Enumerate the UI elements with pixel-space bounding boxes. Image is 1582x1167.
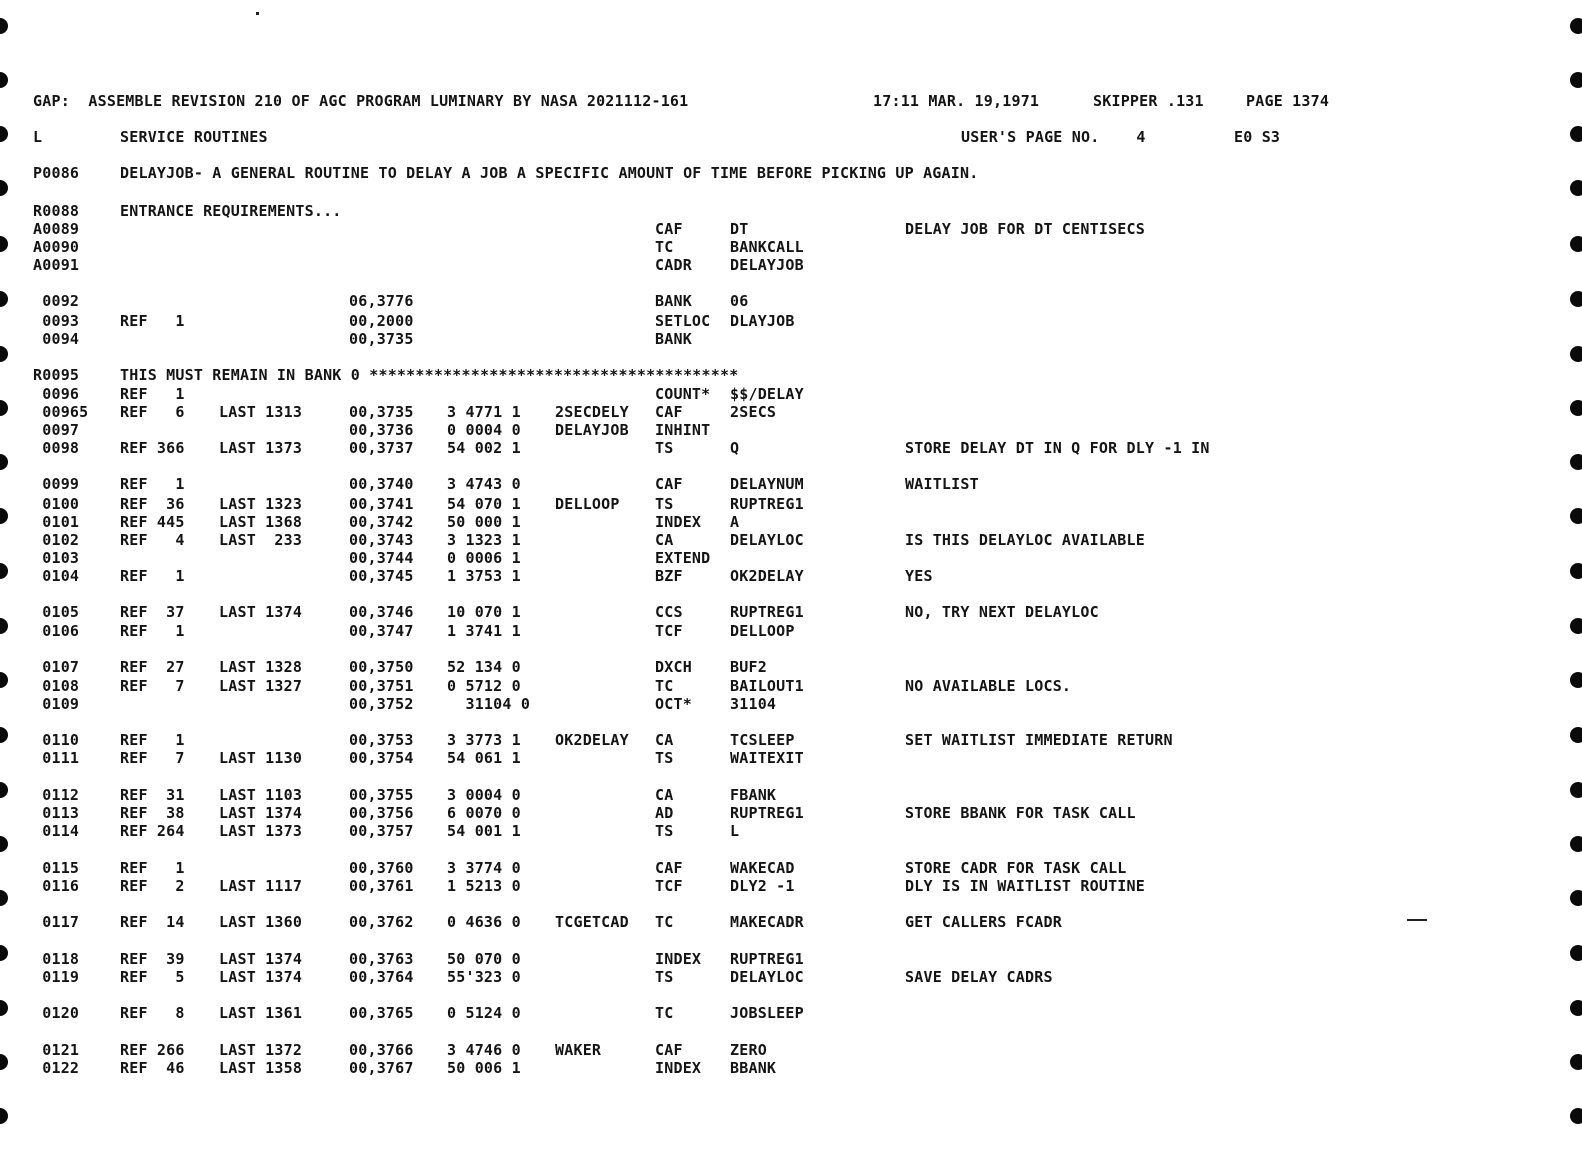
memory-address: 00,3755: [349, 786, 414, 804]
opcode: TCF: [655, 622, 683, 640]
ref-count: REF 1: [120, 567, 185, 585]
tractor-hole: [1570, 618, 1582, 634]
tractor-hole: [0, 618, 8, 634]
memory-address: 00,3746: [349, 603, 414, 621]
opcode: INDEX: [655, 950, 702, 968]
tractor-hole: [0, 563, 8, 579]
last-ref: LAST 1103: [219, 786, 303, 804]
ref-count: REF 37: [120, 603, 185, 621]
comment-field: NO AVAILABLE LOCS.: [905, 677, 1072, 695]
sequence-number: 00965: [33, 403, 89, 421]
tractor-hole: [0, 291, 8, 307]
operand-field: BAILOUT1: [730, 677, 804, 695]
sequence-number: 0098: [33, 439, 80, 457]
sequence-number: 0115: [33, 859, 80, 877]
memory-address: 00,3737: [349, 439, 414, 457]
label-field: 2SECDELY: [555, 403, 629, 421]
ref-count: REF 1: [120, 622, 185, 640]
label-field: TCGETCAD: [555, 913, 629, 931]
operand-field: DLAYJOB: [730, 312, 795, 330]
sequence-number: 0116: [33, 877, 80, 895]
ref-count: REF 266: [120, 1041, 185, 1059]
tractor-hole: [1570, 836, 1582, 852]
octal-word: 54 070 1: [447, 495, 521, 513]
octal-word: 10 070 1: [447, 603, 521, 621]
operand-field: 06: [730, 292, 749, 310]
label-field: OK2DELAY: [555, 731, 629, 749]
octal-word: 0 4636 0: [447, 913, 521, 931]
operand-field: FBANK: [730, 786, 777, 804]
tractor-hole: [1570, 1054, 1582, 1070]
ref-count: REF 8: [120, 1004, 185, 1022]
opcode: TCF: [655, 877, 683, 895]
octal-word: 50 000 1: [447, 513, 521, 531]
comment-field: DLY IS IN WAITLIST ROUTINE: [905, 877, 1145, 895]
operand-field: DLY2 -1: [730, 877, 795, 895]
tractor-hole: [0, 1054, 8, 1070]
last-ref: LAST 1130: [219, 749, 303, 767]
octal-word: 0 5712 0: [447, 677, 521, 695]
ref-count: REF 7: [120, 749, 185, 767]
operand-field: TCSLEEP: [730, 731, 795, 749]
tractor-hole: [0, 672, 8, 688]
print-speck: [256, 12, 259, 15]
ref-count: REF 366: [120, 439, 185, 457]
operand-field: DELAYNUM: [730, 475, 804, 493]
octal-word: 6 0070 0: [447, 804, 521, 822]
operand-field: RUPTREG1: [730, 603, 804, 621]
left-tractor-holes: [0, 0, 10, 1167]
sequence-number: A0089: [33, 220, 80, 238]
operand-field: WAITEXIT: [730, 749, 804, 767]
opcode: TC: [655, 1004, 674, 1022]
sequence-number: 0113: [33, 804, 80, 822]
sequence-number: 0092: [33, 292, 80, 310]
sequence-number: 0111: [33, 749, 80, 767]
opcode: TS: [655, 749, 674, 767]
last-ref: LAST 1374: [219, 968, 303, 986]
opcode: TC: [655, 238, 674, 256]
octal-word: 3 3774 0: [447, 859, 521, 877]
operand-field: BUF2: [730, 658, 767, 676]
octal-word: 3 4743 0: [447, 475, 521, 493]
last-ref: LAST 1328: [219, 658, 303, 676]
last-ref: LAST 1373: [219, 822, 303, 840]
ref-count: REF 31: [120, 786, 185, 804]
octal-word: 1 3741 1: [447, 622, 521, 640]
tractor-hole: [1570, 126, 1582, 142]
opcode: BANK: [655, 292, 692, 310]
memory-address: 00,3752: [349, 695, 414, 713]
tractor-hole: [0, 236, 8, 252]
octal-word: 0 5124 0: [447, 1004, 521, 1022]
last-ref: LAST 1372: [219, 1041, 303, 1059]
skipper-label: SKIPPER .131: [1093, 92, 1204, 110]
comment-field: STORE DELAY DT IN Q FOR DLY -1 IN: [905, 439, 1210, 457]
sequence-number: 0101: [33, 513, 80, 531]
sequence-number: 0121: [33, 1041, 80, 1059]
memory-address: 00,3762: [349, 913, 414, 931]
octal-word: 0 0006 1: [447, 549, 521, 567]
sequence-number: R0088: [33, 202, 80, 220]
remark-text: ENTRANCE REQUIREMENTS...: [120, 202, 342, 220]
operand-field: DELLOOP: [730, 622, 795, 640]
last-ref: LAST 1374: [219, 603, 303, 621]
tractor-hole: [1570, 945, 1582, 961]
tractor-hole: [0, 346, 8, 362]
last-ref: LAST 1374: [219, 950, 303, 968]
ref-count: REF 14: [120, 913, 185, 931]
tractor-hole: [1570, 346, 1582, 362]
sequence-number: 0100: [33, 495, 80, 513]
memory-address: 00,3760: [349, 859, 414, 877]
comment-field: YES: [905, 567, 933, 585]
right-tractor-holes: [1570, 0, 1582, 1167]
operand-field: DELAYLOC: [730, 968, 804, 986]
operand-field: DELAYLOC: [730, 531, 804, 549]
operand-field: ZERO: [730, 1041, 767, 1059]
last-ref: LAST 1117: [219, 877, 303, 895]
comment-field: STORE CADR FOR TASK CALL: [905, 859, 1127, 877]
ref-count: REF 1: [120, 312, 185, 330]
sequence-number: 0094: [33, 330, 80, 348]
sequence-number: 0117: [33, 913, 80, 931]
ref-count: REF 6: [120, 403, 185, 421]
ref-count: REF 46: [120, 1059, 185, 1077]
memory-address: 00,3744: [349, 549, 414, 567]
sequence-number: 0107: [33, 658, 80, 676]
octal-word: 50 070 0: [447, 950, 521, 968]
memory-address: 00,3766: [349, 1041, 414, 1059]
tractor-hole: [0, 1000, 8, 1016]
tractor-hole: [0, 945, 8, 961]
operand-field: WAKECAD: [730, 859, 795, 877]
tractor-hole: [1570, 508, 1582, 524]
opcode: INDEX: [655, 513, 702, 531]
tractor-hole: [1570, 236, 1582, 252]
last-ref: LAST 1368: [219, 513, 303, 531]
memory-address: 00,3761: [349, 877, 414, 895]
memory-address: 00,3747: [349, 622, 414, 640]
tractor-hole: [0, 18, 8, 34]
sequence-number: 0108: [33, 677, 80, 695]
memory-address: 00,3735: [349, 330, 414, 348]
tractor-hole: [1570, 563, 1582, 579]
opcode: CAF: [655, 859, 683, 877]
memory-address: 00,3753: [349, 731, 414, 749]
comment-field: STORE BBANK FOR TASK CALL: [905, 804, 1136, 822]
operand-field: $$/DELAY: [730, 385, 804, 403]
memory-address: 00,3740: [349, 475, 414, 493]
opcode: TC: [655, 677, 674, 695]
opcode: CAF: [655, 220, 683, 238]
tractor-hole: [1570, 400, 1582, 416]
sequence-number: P0086: [33, 164, 80, 182]
opcode: EXTEND: [655, 549, 711, 567]
octal-word: 50 006 1: [447, 1059, 521, 1077]
sequence-number: 0109: [33, 695, 80, 713]
octal-word: 52 134 0: [447, 658, 521, 676]
operand-field: A: [730, 513, 740, 531]
tractor-hole: [0, 454, 8, 470]
last-ref: LAST 1327: [219, 677, 303, 695]
operand-field: RUPTREG1: [730, 804, 804, 822]
label-field: WAKER: [555, 1041, 602, 1059]
opcode: CA: [655, 531, 674, 549]
sequence-number: A0090: [33, 238, 80, 256]
last-ref: LAST 1360: [219, 913, 303, 931]
memory-address: 00,3743: [349, 531, 414, 549]
operand-field: 2SECS: [730, 403, 777, 421]
memory-address: 00,3763: [349, 950, 414, 968]
assembly-title: GAP: ASSEMBLE REVISION 210 OF AGC PROGRAM LUMINARY BY NASA 2021112-161: [33, 92, 689, 110]
operand-field: MAKECADR: [730, 913, 804, 931]
opcode: DXCH: [655, 658, 692, 676]
comment-field: DELAY JOB FOR DT CENTISECS: [905, 220, 1145, 238]
octal-word: 54 061 1: [447, 749, 521, 767]
sequence-number: 0104: [33, 567, 80, 585]
tractor-hole: [1570, 1108, 1582, 1124]
comment-field: WAITLIST: [905, 475, 979, 493]
sequence-number: 0093: [33, 312, 80, 330]
section-title: SERVICE ROUTINES: [120, 128, 268, 146]
memory-address: 00,3745: [349, 567, 414, 585]
memory-address: 00,3757: [349, 822, 414, 840]
operand-field: JOBSLEEP: [730, 1004, 804, 1022]
tractor-hole: [0, 400, 8, 416]
page-number: PAGE 1374: [1246, 92, 1330, 110]
sequence-number: 0120: [33, 1004, 80, 1022]
ref-count: REF 27: [120, 658, 185, 676]
tractor-hole: [1570, 782, 1582, 798]
last-ref: LAST 1374: [219, 804, 303, 822]
octal-word: 54 001 1: [447, 822, 521, 840]
operand-field: Q: [730, 439, 740, 457]
tractor-hole: [0, 508, 8, 524]
operand-field: 31104: [730, 695, 777, 713]
opcode: CAF: [655, 403, 683, 421]
ref-count: REF 1: [120, 475, 185, 493]
opcode: BZF: [655, 567, 683, 585]
users-page-number: USER'S PAGE NO. 4: [961, 128, 1146, 146]
tractor-hole: [0, 72, 8, 88]
tractor-hole: [0, 727, 8, 743]
tractor-hole: [0, 1108, 8, 1124]
last-ref: LAST 1323: [219, 495, 303, 513]
memory-address: 06,3776: [349, 292, 414, 310]
sequence-number: 0118: [33, 950, 80, 968]
tractor-hole: [1570, 180, 1582, 196]
operand-field: BBANK: [730, 1059, 777, 1077]
octal-word: 3 3773 1: [447, 731, 521, 749]
ref-count: REF 39: [120, 950, 185, 968]
sequence-number: 0096: [33, 385, 80, 403]
ref-count: REF 5: [120, 968, 185, 986]
sequence-number: 0114: [33, 822, 80, 840]
remark-text: THIS MUST REMAIN IN BANK 0 ****************************************: [120, 366, 739, 384]
tractor-hole: [0, 782, 8, 798]
ref-count: REF 264: [120, 822, 185, 840]
octal-word: 3 1323 1: [447, 531, 521, 549]
sequence-number: 0106: [33, 622, 80, 640]
remark-text: DELAYJOB- A GENERAL ROUTINE TO DELAY A JOB A SPECIFIC AMOUNT OF TIME BEFORE PICKING UP AGAIN.: [120, 164, 979, 182]
octal-word: 0 0004 0: [447, 421, 521, 439]
sequence-number: A0091: [33, 256, 80, 274]
octal-word: 55'323 0: [447, 968, 521, 986]
sequence-number: 0105: [33, 603, 80, 621]
ref-count: REF 1: [120, 385, 185, 403]
tractor-hole: [1570, 291, 1582, 307]
sequence-number: 0102: [33, 531, 80, 549]
tractor-hole: [1570, 672, 1582, 688]
comment-field: SAVE DELAY CADRS: [905, 968, 1053, 986]
tractor-hole: [1570, 727, 1582, 743]
memory-address: 00,3741: [349, 495, 414, 513]
sequence-number: 0097: [33, 421, 80, 439]
memory-address: 00,3754: [349, 749, 414, 767]
assembly-timestamp: 17:11 MAR. 19,1971: [873, 92, 1040, 110]
memory-address: 00,3764: [349, 968, 414, 986]
sequence-number: 0122: [33, 1059, 80, 1077]
ref-count: REF 1: [120, 859, 185, 877]
tractor-hole: [0, 126, 8, 142]
opcode: BANK: [655, 330, 692, 348]
operand-field: RUPTREG1: [730, 495, 804, 513]
comment-field: IS THIS DELAYLOC AVAILABLE: [905, 531, 1145, 549]
last-ref: LAST 1361: [219, 1004, 303, 1022]
memory-address: 00,3765: [349, 1004, 414, 1022]
octal-word: 1 5213 0: [447, 877, 521, 895]
sequence-number: 0110: [33, 731, 80, 749]
opcode: TC: [655, 913, 674, 931]
ref-count: REF 445: [120, 513, 185, 531]
memory-address: 00,3767: [349, 1059, 414, 1077]
opcode: CA: [655, 786, 674, 804]
opcode: TS: [655, 495, 674, 513]
tractor-hole: [1570, 890, 1582, 906]
opcode: TS: [655, 968, 674, 986]
label-field: DELAYJOB: [555, 421, 629, 439]
ref-count: REF 4: [120, 531, 185, 549]
header-line: [33, 92, 1330, 110]
label-field: DELLOOP: [555, 495, 620, 513]
operand-field: OK2DELAY: [730, 567, 804, 585]
octal-word: 3 0004 0: [447, 786, 521, 804]
last-ref: LAST 1373: [219, 439, 303, 457]
opcode: CAF: [655, 475, 683, 493]
last-ref: LAST 1358: [219, 1059, 303, 1077]
opcode: CAF: [655, 1041, 683, 1059]
operand-field: DELAYJOB: [730, 256, 804, 274]
opcode: CADR: [655, 256, 692, 274]
comment-field: GET CALLERS FCADR: [905, 913, 1062, 931]
octal-word: 3 4746 0: [447, 1041, 521, 1059]
tractor-hole: [1570, 1000, 1582, 1016]
memory-address: 00,2000: [349, 312, 414, 330]
tractor-hole: [1570, 454, 1582, 470]
opcode: SETLOC: [655, 312, 711, 330]
ref-count: REF 36: [120, 495, 185, 513]
opcode: COUNT*: [655, 385, 711, 403]
opcode: OCT*: [655, 695, 692, 713]
memory-address: 00,3735: [349, 403, 414, 421]
comment-field: SET WAITLIST IMMEDIATE RETURN: [905, 731, 1173, 749]
print-speck: [1407, 919, 1427, 921]
subheader-line: [33, 128, 1281, 146]
ref-count: REF 1: [120, 731, 185, 749]
opcode: CCS: [655, 603, 683, 621]
listing-flag: L: [33, 128, 43, 146]
sequence-number: 0099: [33, 475, 80, 493]
operand-field: RUPTREG1: [730, 950, 804, 968]
memory-address: 00,3756: [349, 804, 414, 822]
memory-address: 00,3751: [349, 677, 414, 695]
ref-count: REF 7: [120, 677, 185, 695]
sequence-number: R0095: [33, 366, 80, 384]
operand-field: DT: [730, 220, 749, 238]
opcode: CA: [655, 731, 674, 749]
ref-count: REF 38: [120, 804, 185, 822]
operand-field: BANKCALL: [730, 238, 804, 256]
octal-word: 3 4771 1: [447, 403, 521, 421]
last-ref: LAST 233: [219, 531, 303, 549]
last-ref: LAST 1313: [219, 403, 303, 421]
memory-address: 00,3750: [349, 658, 414, 676]
memory-address: 00,3742: [349, 513, 414, 531]
memory-address: 00,3736: [349, 421, 414, 439]
comment-field: NO, TRY NEXT DELAYLOC: [905, 603, 1099, 621]
eo-code: E0 S3: [1234, 128, 1281, 146]
sequence-number: 0119: [33, 968, 80, 986]
tractor-hole: [1570, 72, 1582, 88]
opcode: AD: [655, 804, 674, 822]
octal-word: 31104 0: [447, 695, 531, 713]
ref-count: REF 2: [120, 877, 185, 895]
octal-word: 54 002 1: [447, 439, 521, 457]
opcode: TS: [655, 439, 674, 457]
opcode: INHINT: [655, 421, 711, 439]
opcode: TS: [655, 822, 674, 840]
operand-field: L: [730, 822, 740, 840]
opcode: INDEX: [655, 1059, 702, 1077]
sequence-number: 0112: [33, 786, 80, 804]
tractor-hole: [0, 180, 8, 196]
tractor-hole: [0, 890, 8, 906]
octal-word: 1 3753 1: [447, 567, 521, 585]
tractor-hole: [1570, 18, 1582, 34]
tractor-hole: [0, 836, 8, 852]
sequence-number: 0103: [33, 549, 80, 567]
